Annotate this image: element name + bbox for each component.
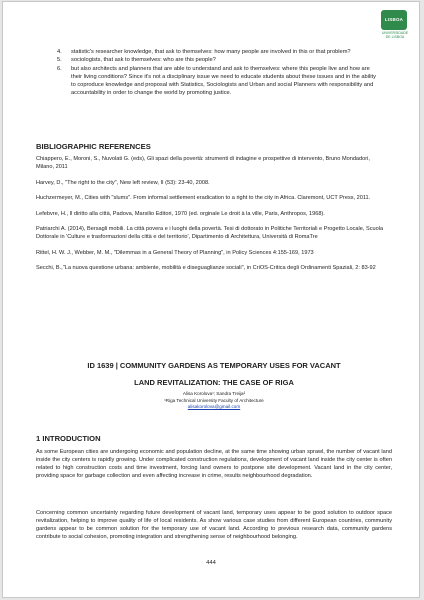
list-item: [57, 48, 381, 56]
university-logo: [381, 10, 409, 38]
list-item: [57, 65, 381, 98]
paper-title: [36, 357, 392, 391]
reference-item: Lefebvre, H., Il diritto alla città, Padova, Marsilio Editori, 1970 (ed. orginale Le droit à la ville, Paris, Anthropos, 1968).: [36, 210, 325, 217]
section-heading: 1 INTRODUCTION: [36, 434, 101, 443]
reference-item: Rittel, H. W. J., Webber, M. M., "Dilemmas in a General Theory of Planning", in Policy Sciences 4:155-169, 1973: [36, 249, 314, 256]
body-paragraph: As some European cities are undergoing economic and population decline, at the same time showing urban sprawl, the number of vacant land inside the city centers is rapidly growing. Under complicated construction regulations, development of vacant land inside the city center is often related to high construction costs and time investment, forcing land owners to postpone site development. Vacant land in the city center, providing space for garbage collection and even affecting increase in crime, results neighbourhood degradation.: [36, 449, 392, 480]
logo-subtext: UNIVERSIDADE DE LISBOA: [381, 31, 409, 39]
paper-title-line-1: ID 1639 | COMMUNITY GARDENS AS TEMPORARY USES FOR VACANT: [87, 361, 341, 370]
bibliography-heading: BIBLIOGRAPHIC REFERENCES: [36, 142, 151, 151]
list-number: 4.: [57, 49, 62, 55]
list-item-text: but also architects and planners that are able to understand and ask to themselves: where this people live and how are their living conditions? Since it's not a disciplinary issue we need to educate students about these issues and in the ability to coproduce knowledge and proposal with Statistics, Sociologists and Urban and social Planners with responsibility and accountability in order to change the world by promoting justice.: [71, 65, 376, 97]
author-affiliation: ¹Riga Technical University Faculty of Architecture: [164, 397, 264, 403]
author-names: Alisa Korolova¹; Sandra Treija²: [182, 391, 246, 396]
paper-title-line-2: LAND REVITALIZATION: THE CASE OF RIGA: [134, 378, 294, 387]
document-page: [2, 1, 420, 598]
list-item-text: statistic's researcher knowledge, that ask to themselves: how many people are involved in this or that problem?: [71, 49, 351, 55]
reference-item: Patriarchi A. (2014), Bersagli mobili. La città povera e i luoghi della povertà. Tesi di dottorato in Politiche Territoriali e Progetto Locale, Scuola Dottorale in 'Culture e trasformazioni della città e del territorio', Dipartimento di Architettura, Università di RomaTre: [36, 226, 384, 240]
author-email-link[interactable]: alisakorolova@gmail.com: [187, 404, 241, 409]
reference-item: Harvey, D., "The right to the city", New left review, II (53): 23-40, 2008.: [36, 179, 210, 186]
author-block: [36, 391, 392, 411]
list-item-text: sociologists, that ask to themselves: who are this people?: [71, 57, 216, 64]
list-item: [57, 56, 381, 64]
reference-item: Chiappero, E., Moroni, S., Nuvolati G. (eds), Gli spazi della povertà: strumenti di indagine e prospettive di intervento, Bruno Mondadori, Milano, 2011: [36, 156, 370, 170]
list-number: 5.: [57, 57, 62, 64]
reference-item: Huchzermeyer, M., Cities with "slums". From informal settlement eradication to a right to the city in Africa. Claremont, UCT Press, 2011.: [36, 195, 371, 201]
body-paragraph: Concerning common uncertainty regarding future development of vacant land, temporary uses appear to be good solution to outdoor space revitalization, helping to improve quality of life of local residents. As show various case studies from different European countries, community gardens appear to be common solution for the temporary use of vacant land. According to previous research data, community gardens contribute to social cohesion, promoting integration and strengthening sense of neighbourhood belonging.: [36, 510, 392, 541]
numbered-list: [57, 48, 381, 98]
list-number: 6.: [57, 65, 62, 72]
reference-list: [36, 155, 386, 280]
logo-seal: LISBOA: [381, 10, 407, 30]
page-number: 444: [206, 560, 216, 566]
reference-item: Secchi, B.,"La nuova questione urbana: ambiente, mobilità e diseguaglianze sociali", in CriOS-Critica degli Ordinamenti Spaziali, 2: 83-92: [36, 265, 376, 271]
